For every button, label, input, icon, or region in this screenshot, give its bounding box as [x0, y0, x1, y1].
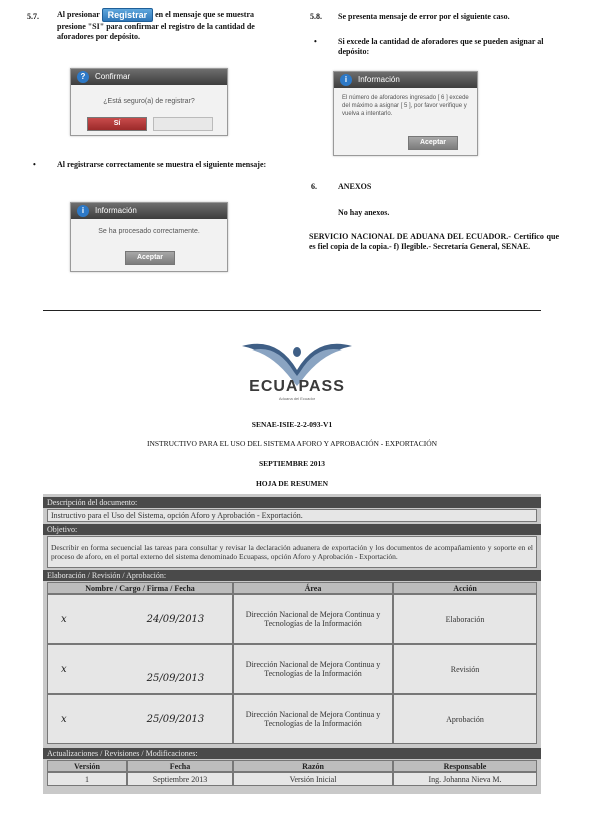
certification-text: SERVICIO NACIONAL DE ADUANA DEL ECUADOR.- Certifico que es fiel copia de la copia.- f) Ilegible.- Secretaría General, SENAE.: [309, 232, 559, 251]
column-header-name: Nombre / Cargo / Firma / Fecha: [47, 582, 233, 594]
signature-date: 25/09/2013: [146, 672, 205, 684]
page-divider: [43, 310, 541, 311]
table-row-action: Aprobación: [393, 694, 537, 744]
table-row-area: Dirección Nacional de Mejora Continua y Tecnologías de la Información: [233, 594, 393, 644]
info-dialog-header: [71, 203, 227, 219]
section-number-5-7: 5.7.: [27, 12, 39, 21]
bullet-right: •: [314, 37, 317, 46]
section-number-6: 6.: [311, 182, 317, 191]
update-header-date: Fecha: [127, 760, 233, 772]
bullet-left: •: [33, 160, 36, 169]
register-button[interactable]: Registrar: [102, 8, 154, 22]
signature-date: 25/09/2013: [146, 713, 205, 725]
update-row-reason: Versión Inicial: [233, 772, 393, 786]
info-dialog: [70, 202, 228, 272]
table-row-signature: [47, 594, 233, 644]
update-row-responsible: Ing. Johanna Nieva M.: [393, 772, 537, 786]
section-5-7-pre: Al presionar: [57, 9, 100, 19]
question-icon: ?: [77, 71, 89, 83]
confirm-dialog: [70, 68, 228, 136]
column-header-action: Acción: [393, 582, 537, 594]
error-dialog: [333, 71, 478, 156]
signature-date: 24/09/2013: [146, 613, 205, 625]
error-dialog-title: Información: [358, 75, 400, 84]
error-accept-button[interactable]: Aceptar: [408, 136, 458, 150]
section-5-7-post: en el mensaje que se muestra presione "SI" para confirmar el registro de la cantidad de aforadores por depósito.: [57, 9, 255, 41]
update-row-version: 1: [47, 772, 127, 786]
table-row-signature: [47, 644, 233, 694]
document-date: SEPTIEMBRE 2013: [258, 459, 326, 468]
document-title: INSTRUCTIVO PARA EL USO DEL SISTEMA AFORO Y APROBACIÓN - EXPORTACIÓN: [146, 439, 438, 448]
signature-mark: x: [61, 663, 67, 675]
info-icon: i: [77, 205, 89, 217]
signature-mark: x: [61, 613, 67, 625]
section-6-text: No hay anexos.: [338, 208, 390, 217]
sheet-title: HOJA DE RESUMEN: [255, 479, 329, 488]
signature-mark: x: [61, 713, 67, 725]
section-5-8-text: Se presenta mensaje de error por el siguiente caso.: [338, 12, 510, 21]
table-row-signature: [47, 694, 233, 744]
summary-sheet: [43, 494, 541, 794]
section-number-5-8: 5.8.: [310, 12, 322, 21]
update-header-version: Versión: [47, 760, 127, 772]
confirm-yes-button[interactable]: Sí: [87, 117, 147, 131]
confirm-dialog-header: [71, 69, 227, 85]
info-dialog-message: Se ha procesado correctamente.: [98, 228, 200, 235]
bullet-right-text: Si excede la cantidad de aforadores que se pueden asignar al depósito:: [338, 37, 544, 56]
logo-tagline: Aduana del Ecuador: [278, 396, 316, 401]
error-dialog-header: [334, 72, 477, 88]
info-icon: i: [340, 74, 352, 86]
table-row-area: Dirección Nacional de Mejora Continua y Tecnologías de la Información: [233, 644, 393, 694]
confirm-dialog-message: ¿Está seguro(a) de registrar?: [103, 98, 195, 105]
section-6-title: ANEXOS: [338, 182, 372, 191]
table-row-area: Dirección Nacional de Mejora Continua y Tecnologías de la Información: [233, 694, 393, 744]
error-dialog-message: El número de aforadores ingresado [ 6 ] excede del máximo a asignar [ 5 ], por favor verifique y vuelva a intentarlo.: [342, 95, 469, 117]
table-row-action: Revisión: [393, 644, 537, 694]
update-header-responsible: Responsable: [393, 760, 537, 772]
elaboration-label: Elaboración / Revisión / Aprobación:: [43, 570, 541, 581]
objective-label: Objetivo:: [43, 524, 541, 535]
objective-value: Describir en forma secuencial las tareas para consultar y revisar la declaración aduanera de exportación y los documentos de acompañamiento y soporte en el proceso de aforo, en el portal externo del sistema denominado Ecuapass, opción Aforo y Aprobación - Exportación.: [47, 536, 537, 568]
bullet-left-text: Al registrarse correctamente se muestra el siguiente mensaje:: [57, 160, 267, 169]
info-dialog-title: Información: [95, 206, 137, 215]
table-row-action: Elaboración: [393, 594, 537, 644]
section-5-7-text: [57, 8, 277, 42]
document-code: SENAE-ISIE-2-2-093-V1: [251, 420, 333, 429]
update-header-reason: Razón: [233, 760, 393, 772]
logo-wordmark: ECUAPASS: [249, 378, 345, 395]
confirm-dialog-title: Confirmar: [95, 72, 131, 81]
description-label: Descripción del documento:: [43, 497, 541, 508]
description-value: Instructivo para el Uso del Sistema, opción Aforo y Aprobación - Exportación.: [47, 509, 537, 522]
column-header-area: Área: [233, 582, 393, 594]
updates-label: Actualizaciones / Revisiones / Modificaciones:: [43, 748, 541, 759]
info-accept-button[interactable]: Aceptar: [125, 251, 175, 265]
update-row-date: Septiembre 2013: [127, 772, 233, 786]
confirm-no-button[interactable]: [153, 117, 213, 131]
